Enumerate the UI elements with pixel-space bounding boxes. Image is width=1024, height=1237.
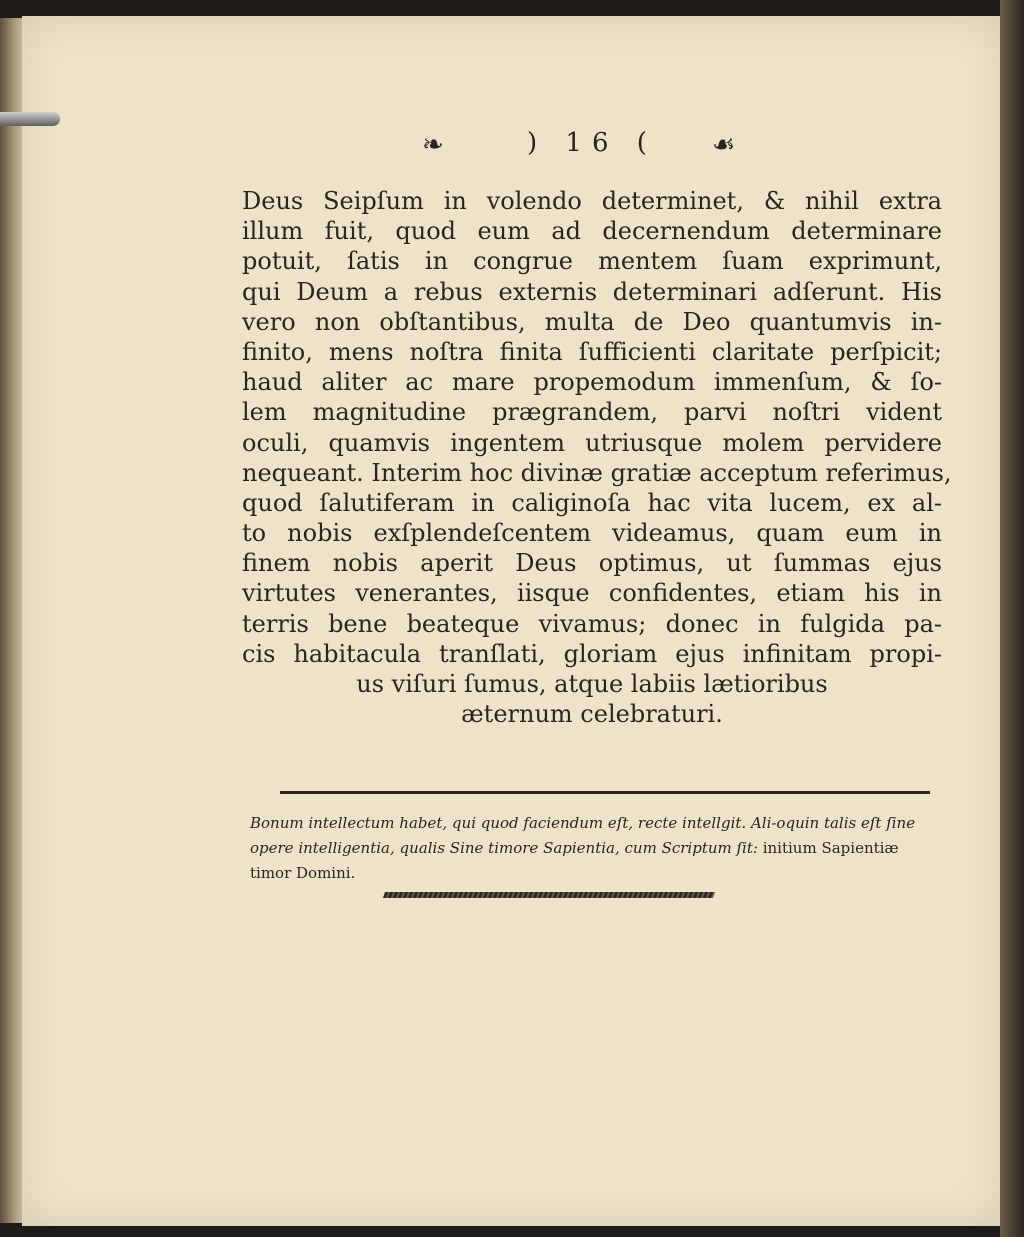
text-line: vero non obſtantibus, multa de Deo quantumvis in- xyxy=(242,307,942,336)
text-line: Deus Seipſum in volendo determinet, & nihil extra xyxy=(242,187,942,215)
body-text xyxy=(242,186,952,729)
page-number: ) 16 ( xyxy=(527,128,657,158)
text-line-centered: us viſuri ſumus, atque labiis lætioribus xyxy=(356,670,828,698)
tail-ornament-rule xyxy=(383,892,715,898)
text-line: virtutes venerantes, iisque confidentes, etiam his in xyxy=(242,579,942,608)
text-line: oculi, quamvis ingentem utriusque molem pervidere xyxy=(242,428,942,457)
text-line: finito, mens noſtra finita ſufficienti claritate perſpicit; xyxy=(242,337,942,366)
text-line: finem nobis aperit Deus optimus, ut ſummas ejus xyxy=(242,549,942,578)
book-page xyxy=(22,16,1002,1226)
running-header xyxy=(422,124,762,168)
paper-clip-icon xyxy=(0,112,60,126)
footnote-italic-text: Bonum intellectum habet, qui quod faciendum eſt, recte intellgit. Ali-oquin talis eſt ſine opere intelligentia, qualis Sine timore Sapientia, cum Scriptum ſit: xyxy=(250,814,916,857)
text-line: to nobis exſplendeſcentem videamus, quam eum in xyxy=(242,519,942,548)
text-line: terris bene beateque vivamus; donec in fulgida pa- xyxy=(242,609,942,638)
ornament-right-icon: ☙ xyxy=(712,130,736,160)
footnote-upright-text: initium Sapientiæ timor Domini. xyxy=(250,839,899,882)
ornament-left-icon: ❧ xyxy=(422,130,444,160)
text-line: illum fuit, quod eum ad decernendum determinare xyxy=(242,217,942,246)
text-line: lem magnitudine prægrandem, parvi noſtri vident xyxy=(242,398,942,427)
text-line: qui Deum a rebus externis determinari adſerunt. His xyxy=(242,277,942,306)
text-line: quod ſalutiferam in caliginoſa hac vita lucem, ex al- xyxy=(242,488,942,517)
footnote-divider xyxy=(280,791,930,794)
text-line-centered: æternum celebraturi. xyxy=(461,700,723,729)
text-line: nequeant. Interim hoc divinæ gratiæ acceptum referimus, xyxy=(242,458,952,487)
text-line: haud aliter ac mare propemodum immenſum, & ſo- xyxy=(242,368,942,397)
text-line: potuit, ſatis in congrue mentem ſuam exprimunt, xyxy=(242,247,942,276)
footnote xyxy=(250,811,930,886)
right-page-shadow xyxy=(1000,0,1024,1237)
text-line: cis habitacula tranſlati, gloriam ejus infinitam propi- xyxy=(242,639,942,668)
